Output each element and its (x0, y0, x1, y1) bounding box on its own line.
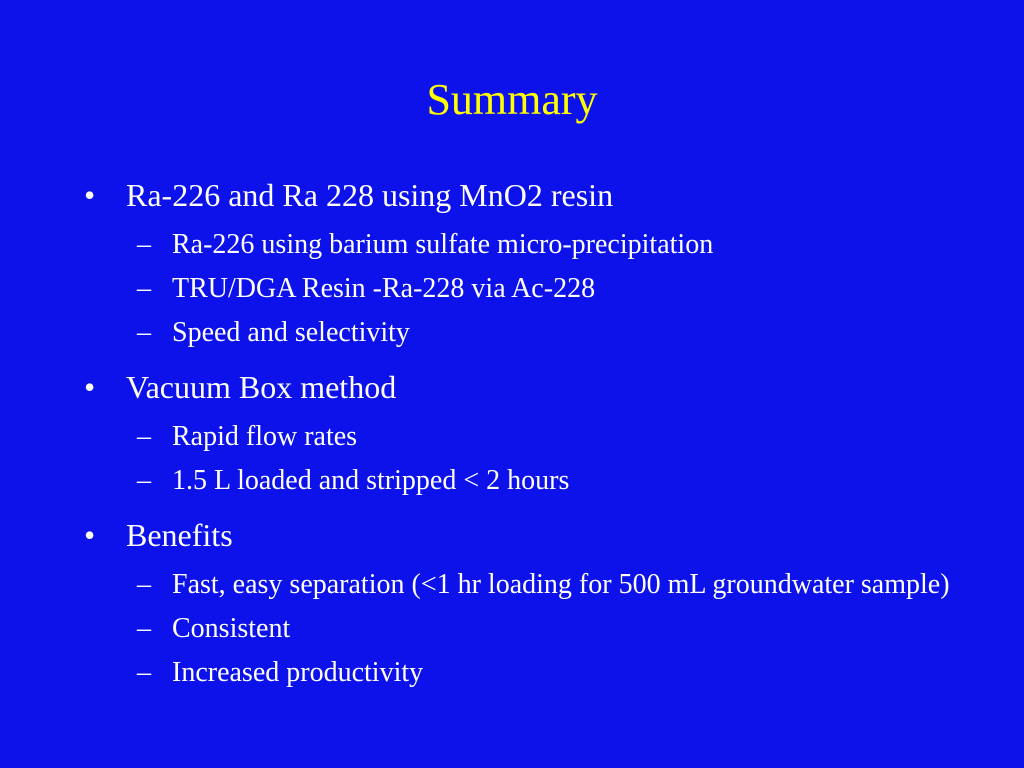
sub-item (84, 228, 964, 262)
sub-item-text: 1.5 L loaded and stripped < 2 hours (172, 465, 570, 496)
bullet-list (84, 172, 964, 690)
sub-item-text: Fast, easy separation (<1 hr loading for 500 mL groundwater sample) (172, 569, 950, 600)
bullet-icon: • (84, 517, 96, 553)
bullet-text: Vacuum Box method (126, 369, 397, 405)
sub-item (84, 464, 964, 498)
dash-icon: – (137, 317, 151, 348)
dash-icon: – (137, 657, 151, 688)
sub-list (84, 420, 964, 498)
bullet-item (84, 364, 964, 410)
bullet-group (84, 172, 964, 350)
bullet-icon: • (84, 369, 96, 405)
sub-item (84, 420, 964, 454)
dash-icon: – (137, 569, 151, 600)
bullet-item (84, 512, 964, 558)
sub-item-text: Speed and selectivity (172, 317, 410, 348)
bullet-group (84, 512, 964, 690)
sub-item-text: TRU/DGA Resin -Ra-228 via Ac-228 (172, 273, 596, 304)
bullet-text: Ra-226 and Ra 228 using MnO2 resin (126, 177, 614, 213)
sub-list (84, 568, 964, 690)
sub-item (84, 316, 964, 350)
bullet-group (84, 364, 964, 498)
sub-item (84, 568, 964, 602)
bullet-text: Benefits (126, 517, 233, 553)
sub-item-text: Increased productivity (172, 657, 424, 688)
dash-icon: – (137, 613, 151, 644)
bullet-item (84, 172, 964, 218)
sub-item (84, 272, 964, 306)
bullet-icon: • (84, 177, 96, 213)
sub-item (84, 656, 964, 690)
sub-item (84, 612, 964, 646)
sub-list (84, 228, 964, 350)
dash-icon: – (137, 229, 151, 260)
dash-icon: – (137, 421, 151, 452)
sub-item-text: Ra-226 using barium sulfate micro-precipitation (172, 229, 714, 260)
dash-icon: – (137, 465, 151, 496)
sub-item-text: Consistent (172, 613, 291, 644)
dash-icon: – (137, 273, 151, 304)
slide-title: Summary (426, 75, 598, 124)
sub-item-text: Rapid flow rates (172, 421, 358, 452)
